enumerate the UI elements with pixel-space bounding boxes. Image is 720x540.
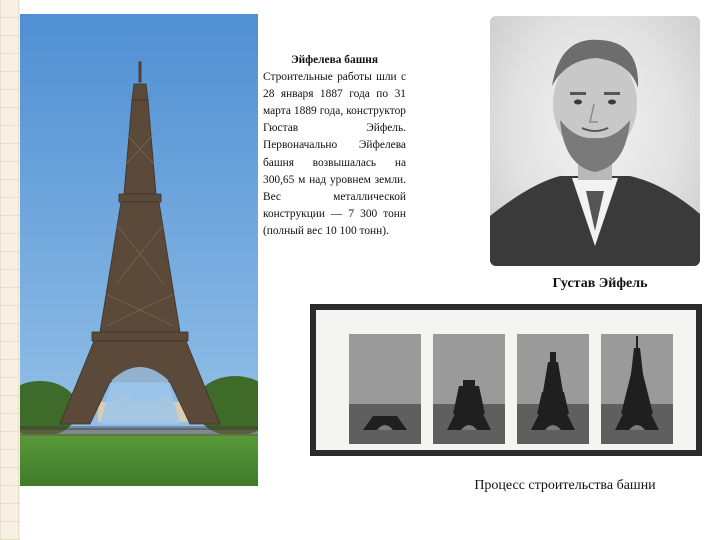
description-body: Строительные работы шли с 28 января 1887 года по 31 марта 1889 года, конструктор Гюстав Эйфель. Первоначально Эйфелева башня возвышалась на 300,65 м над уровнем земли. Вес металлической конструкции — 7 300 тонн (полный вес 10 100 тонн). xyxy=(263,71,406,237)
slide-edge-pattern xyxy=(0,0,20,540)
construction-photos-mat xyxy=(316,310,696,450)
construction-stage-1 xyxy=(349,334,421,444)
portrait-caption: Густав Эйфель xyxy=(552,276,648,291)
eiffel-tower-photo xyxy=(20,14,258,486)
construction-stage-3 xyxy=(517,334,589,444)
construction-photos-frame xyxy=(310,304,702,456)
description-title: Эйфелева башня xyxy=(290,54,379,66)
construction-stage-2 xyxy=(433,334,505,444)
tower-description xyxy=(263,52,406,240)
gustave-eiffel-portrait xyxy=(490,16,700,266)
construction-stage-4 xyxy=(601,334,673,444)
construction-caption: Процесс строительства башни xyxy=(474,478,656,493)
